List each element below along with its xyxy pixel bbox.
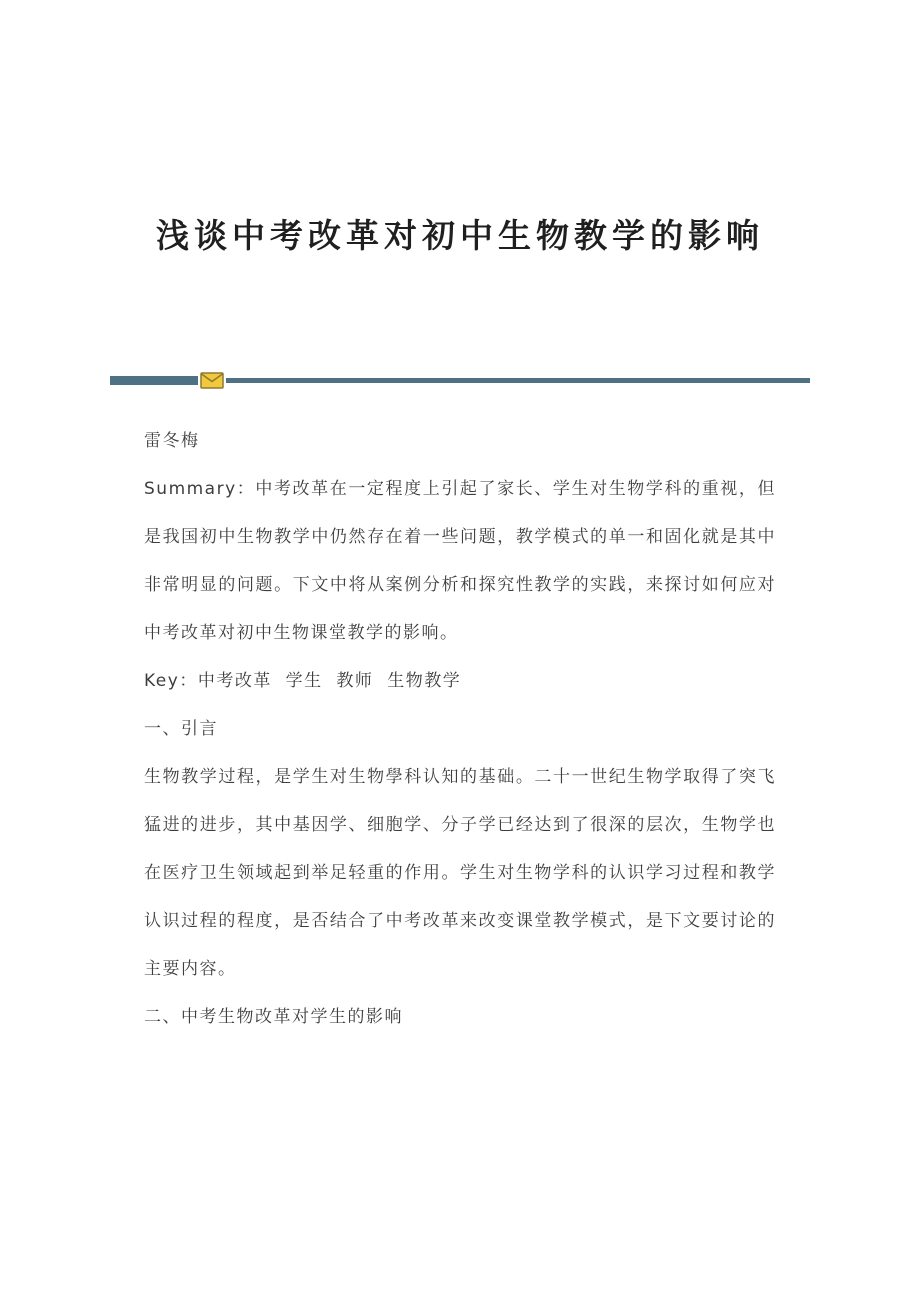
divider-bar-right xyxy=(226,378,810,383)
paragraph-keywords: Key：中考改革 学生 教师 生物教学 xyxy=(144,671,462,691)
envelope-icon xyxy=(200,372,224,389)
section-divider xyxy=(110,373,810,387)
author-name: 雷冬梅 xyxy=(144,431,200,451)
document-body xyxy=(144,417,776,1041)
heading-introduction: 一、引言 xyxy=(144,719,218,739)
heading-section-two: 二、中考生物改革对学生的影响 xyxy=(144,1007,403,1027)
paragraph-summary: Summary：中考改革在一定程度上引起了家长、学生对生物学科的重视，但是我国初中生物教学中仍然存在着一些问题，教学模式的单一和固化就是其中非常明显的问题。下文中将从案例分析和探究性教学的实践，来探讨如何应对中考改革对初中生物课堂教学的影响。 xyxy=(144,479,776,643)
document-title: 浅谈中考改革对初中生物教学的影响 xyxy=(156,216,764,255)
divider-bar-left xyxy=(110,376,198,385)
paragraph-introduction: 生物教学过程，是学生对生物學科认知的基础。二十一世纪生物学取得了突飞猛进的进步，其中基因学、细胞学、分子学已经达到了很深的层次，生物学也在医疗卫生领域起到举足轻重的作用。学生对生物学科的认识学习过程和教学认识过程的程度，是否结合了中考改革来改变课堂教学模式，是下文要讨论的主要内容。 xyxy=(144,767,776,979)
